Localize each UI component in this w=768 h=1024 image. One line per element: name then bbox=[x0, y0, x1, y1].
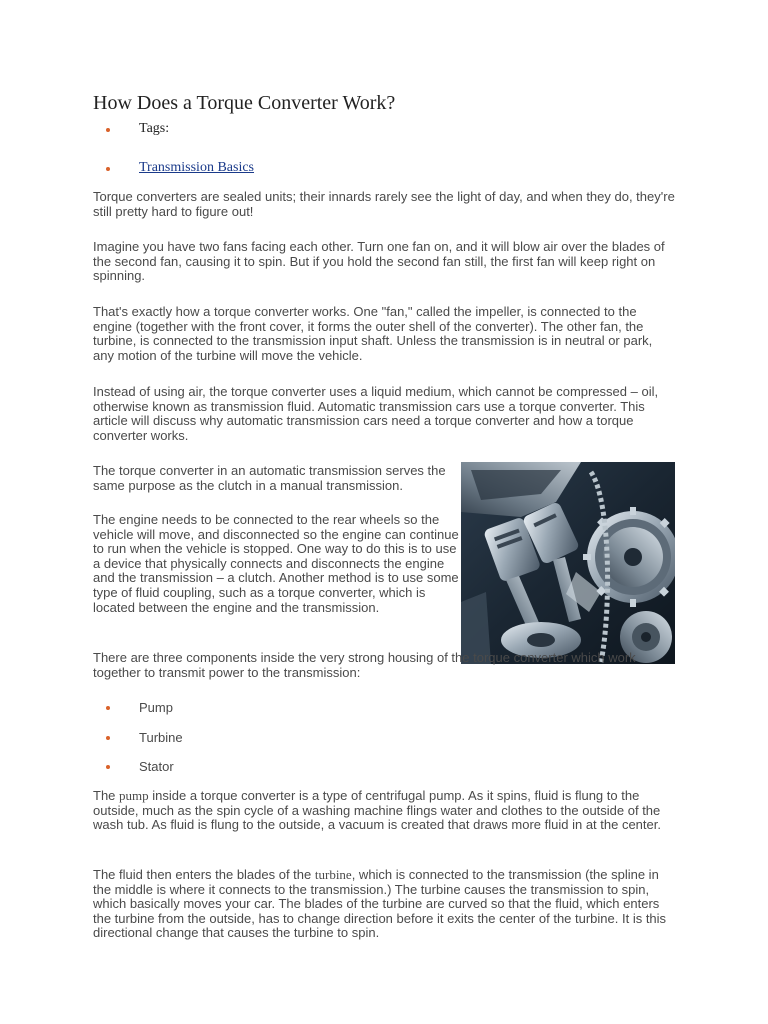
paragraph-pump-body: inside a torque converter is a type of centrifugal pump. As it spins, fluid is flung to the outside, much as the spin cycle of a washing machine flings water and clothes to the outside of the wash tub. As fluid is flung to the outside, a vacuum is created that draws more fluid in at the center. bbox=[93, 788, 661, 833]
bullet-icon bbox=[106, 736, 110, 740]
paragraph-turbine bbox=[93, 868, 676, 941]
paragraph-turbine-lead: The fluid then enters the blades of the bbox=[93, 867, 315, 882]
paragraph-1: Torque converters are sealed units; their innards rarely see the light of day, and when they do, they're still pretty hard to figure out! bbox=[93, 189, 675, 219]
bullet-icon bbox=[106, 706, 110, 710]
paragraph-4: Instead of using air, the torque converter uses a liquid medium, which cannot be compressed – oil, otherwise known as transmission fluid. Automatic transmission cars use a torque converter. This article will discuss why automatic transmission cars need a torque converter and how a torque converter works. bbox=[93, 384, 659, 443]
tags-label: Tags: bbox=[139, 121, 170, 136]
component-label: Stator bbox=[139, 759, 174, 774]
tag-link-transmission-basics[interactable]: Transmission Basics bbox=[139, 160, 255, 175]
paragraph-5: The torque converter in an automatic transmission serves the same purpose as the clutch in a manual transmission. bbox=[93, 463, 446, 493]
bullet-icon bbox=[106, 128, 110, 132]
paragraph-3: That's exactly how a torque converter works. One "fan," called the impeller, is connected to the engine (together with the front cover, it forms the outer shell of the converter). The other fan, the turbine, is connected to the transmission input shaft. Unless the transmission is in neutral or park, any motion of the turbine will move the vehicle. bbox=[93, 304, 653, 363]
paragraph-7: There are three components inside the very strong housing of the torque converter which work together to transmit power to the transmission: bbox=[93, 650, 636, 680]
component-label: Turbine bbox=[139, 730, 183, 745]
paragraph-2: Imagine you have two fans facing each other. Turn one fan on, and it will blow air over the blades of the second fan, causing it to spin. But if you hold the second fan still, the first fan will keep right on spinning. bbox=[93, 239, 665, 284]
paragraph-pump bbox=[93, 789, 676, 833]
term-pump: pump bbox=[119, 788, 149, 803]
bullet-icon bbox=[106, 167, 110, 171]
engine-image bbox=[461, 462, 675, 664]
paragraph-pump-lead: The bbox=[93, 788, 120, 803]
component-label: Pump bbox=[139, 700, 173, 715]
page-title: How Does a Torque Converter Work? bbox=[93, 92, 396, 114]
term-turbine: turbine bbox=[314, 867, 352, 882]
bullet-icon bbox=[106, 765, 110, 769]
paragraph-6: The engine needs to be connected to the rear wheels so the vehicle will move, and disconnected so the engine can continue to run when the vehicle is stopped. One way to do this is to use a device that physically connects and disconnects the engine and the transmission – a clutch. Another method is to use some type of fluid coupling, such as a torque converter, which is located between the engine and the transmission. bbox=[93, 512, 459, 615]
paragraph-turbine-body: , which is connected to the transmission (the spline in the middle is where it connects to the transmission.) The turbine causes the transmission to spin, which basically moves your car. The blades of the turbine are curved so that the fluid, which enters the turbine from the outside, has to change direction before it exits the center of the turbine. It is this directional change that causes the turbine to spin. bbox=[93, 867, 667, 941]
